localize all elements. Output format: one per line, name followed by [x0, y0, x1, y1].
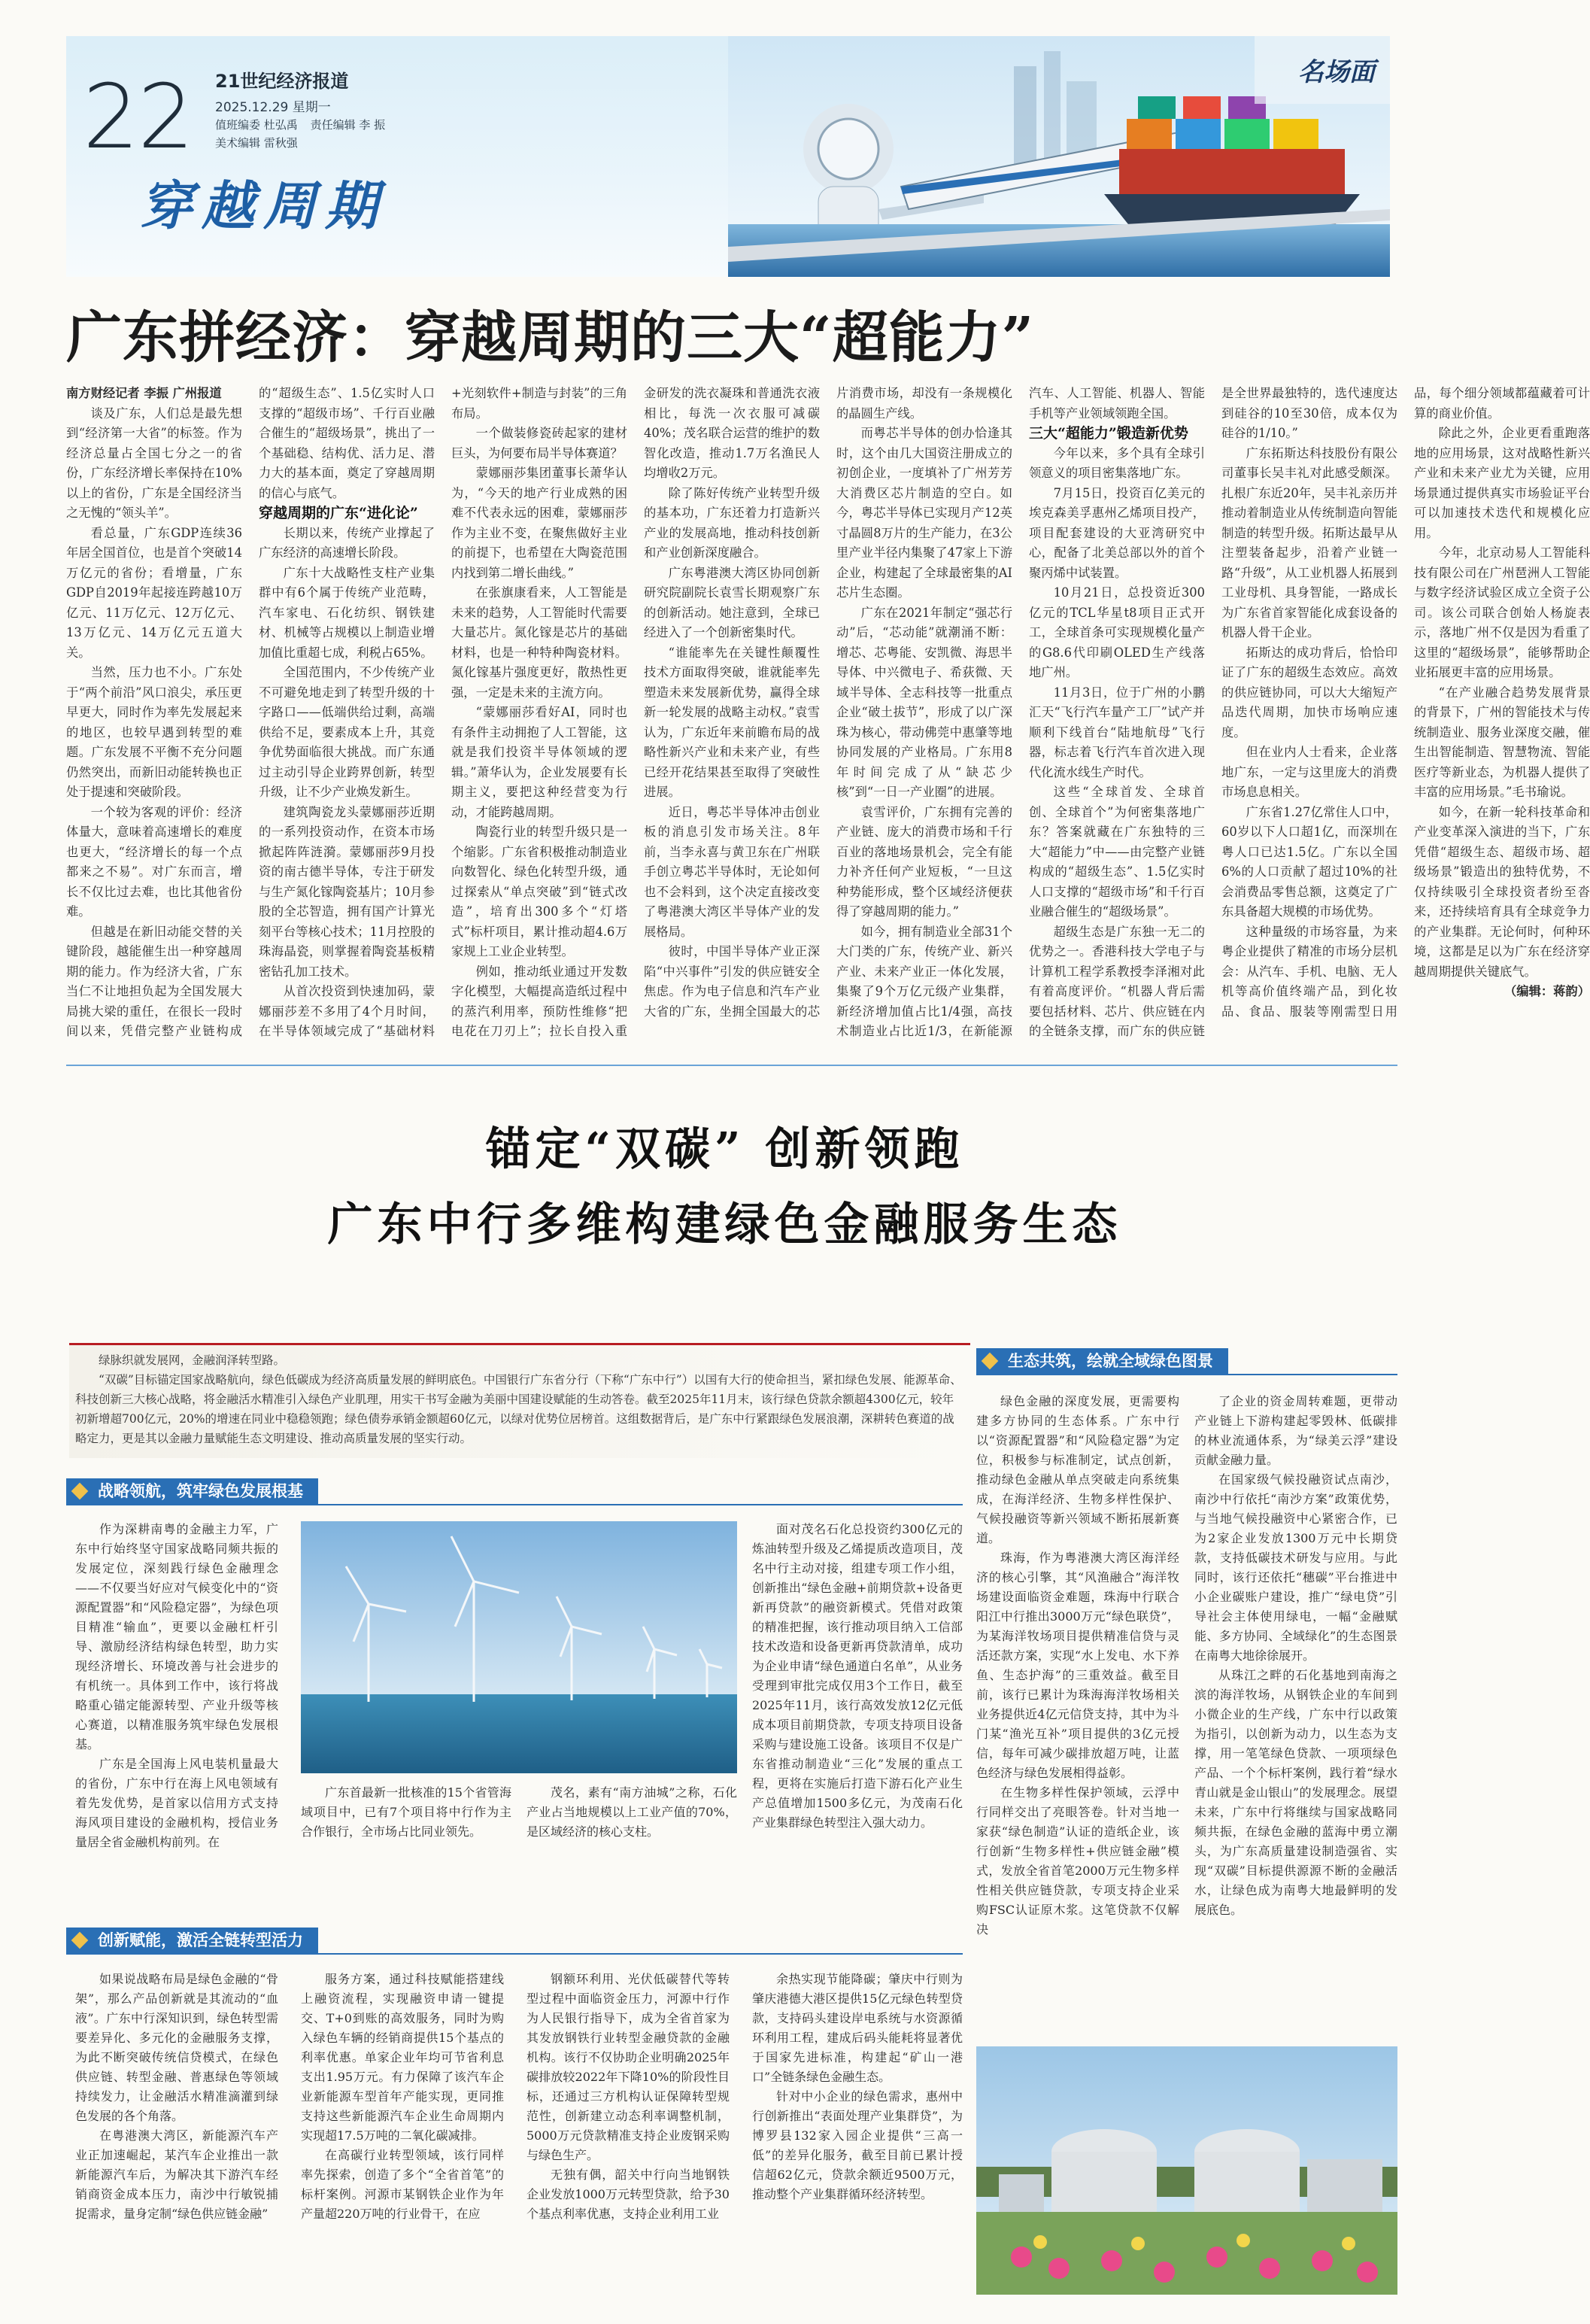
paragraph: 全国范围内，不少传统产业不可避免地走到了转型升级的十字路口——低端供给过剩，高端供给不足，要素成本上升，其竞争优势面临很大挑战。而广东通过主动引导企业跨界创新，转型升级，让不少产业焕发新生。	[259, 665, 435, 799]
header-illustration	[728, 36, 1390, 277]
paragraph: 超级生态是广东独一无二的优势之一。香港科技大学电子与计算机工程学系教授李泽湘对此有着高度评价。“机器人背后需要包括材料、芯片、供应链在内的全链条支撑，而广东的供应链是全世界最独特的，选代速度达到硅谷的10至30倍，成本仅为硅谷的1/10。”	[1029, 386, 1397, 1038]
subheading: 三大“超能力”锻造新优势	[1029, 425, 1188, 442]
section-tag-innovation: 创新赋能，激活全链转型活力	[66, 1928, 318, 1953]
paragraph: 蒙娜丽莎集团董事长萧华认为，“今天的地产行业成熟的困难不代表永远的困难，蒙娜丽莎作为主业不变，在聚焦做好主业的前提下，也希望在大陶瓷范围内找到第二增长曲线。”	[451, 466, 627, 580]
paragraph: 在国家级气候投融资试点南沙，南沙中行依托“南沙方案”政策优势，与当地气候投融资中心紧密合作，已为2家企业发放1300万元中长期贷款，支持低碳技术研发与应用。与此同时，该行还依托“穗碳”平台推进中小企业碳账户建设，推广“绿电贷”引导社会主体使用绿电，一幅“金融赋能、多方协同、全域绿化”的生态图景在南粤大地徐徐展开。	[1194, 1472, 1397, 1663]
wind-farm-photo	[301, 1521, 737, 1773]
s2-column-2	[301, 1970, 504, 2308]
s2-column-4	[752, 1970, 963, 2308]
paragraph: 长期以来，传统产业撑起了广东经济的高速增长阶段。	[259, 525, 435, 560]
section-tag-ecosystem: 生态共筑，绘就全域绿色图景	[976, 1348, 1228, 1374]
page-header	[66, 36, 1390, 277]
paragraph: 无独有偶，韶关中行向当地钢铁企业发放1000万元转型贷款，给予30个基点利率优惠，支持企业利用工业	[526, 2168, 730, 2221]
editor-credits	[215, 116, 394, 152]
paragraph: 但在业内人士看来，企业落地广东，一定与这里庞大的消费市场息息相关。	[1221, 745, 1397, 799]
paragraph: 拓斯达的成功背后，恰恰印证了广东的超级生态效应。高效的供应链协同，可以大大缩短产品迭代周期，加快市场响应速度。	[1221, 645, 1397, 740]
caption-text: 广东首最新一批核准的15个省管海域项目中，已有7个项目将中行作为主合作银行，全市场占比同业领先。	[301, 1785, 511, 1839]
paragraph: “在产业融合趋势发展背景的背景下，广州的智能技术与传统制造业、服务业深度交融，催生出智能制造、智慧物流、智能医疗等新业态，为机器人提供了丰富的应用场景。”毛书瑜说。	[1414, 685, 1590, 799]
paragraph: 如果说战略布局是绿色金融的“骨架”，那么产品创新就是其流动的“血液”。广东中行深知识到，绿色转型需要差异化、多元化的金融服务支撑，为此不断突破传统信贷模式，在绿色供应链、转型金融、普惠绿色等领域持续发力，让金融活水精准滴灌到绿色发展的各个角落。	[75, 1972, 278, 2123]
paragraph: 彼时，中国半导体产业正深陷“中兴事件”引发的供应链安全焦虑。作为电子信息和汽车产业大省的广东，坐拥全国最大的芯片消费市场，却没有一条规模化的晶圆生产线。	[644, 386, 1012, 1019]
paragraph: 除此之外，企业更看重跑落地的应用场景，这对战略性新兴产业和未来产业尤为关键，应用场景通过提供真实市场验证平台可以加速技术迭代和规模化应用。	[1414, 426, 1590, 540]
paragraph: 而粤芯半导体的创办恰逢其时，这个由几大国资注册成立的初创企业，一度填补了广州芳芳大消费区芯片制造的空白。如今，粤芯半导体已实现月产12英寸晶圆8万片的生产能力，在3公里产业半径内集聚了47家上下游企业，构建起了全球最密集的AI芯片生态圈。	[836, 426, 1012, 600]
article2-headline-line1: 锚定“双碳” 创新领跑	[485, 1123, 964, 1176]
paragraph: 在生物多样性保护领域，云浮中行同样交出了亮眼答卷。针对当地一家获“绿色制造”认证的造纸企业，该行创新“生物多样性+供应链金融”模式，发放全省首笔2000万元生物多样性相关供应链贷款，专项支持企业采购FSC认证原木浆。这笔贷款不仅解决	[976, 1785, 1179, 1937]
paragraph: 今年以来，多个具有全球引领意义的项目密集落地广东。	[1029, 445, 1205, 480]
paragraph: 谈及广东，人们总是最先想到“经济第一大省”的标签。作为经济总量占全国七分之一的省份，广东经济增长率保持在10%以上的省份，广东是全国经济当之无愧的“领头羊”。	[66, 406, 242, 520]
section-divider	[66, 1065, 1397, 1066]
s1-column-3	[752, 1520, 963, 1918]
paragraph: 广东省1.27亿常住人口中，60岁以下人口超1亿，而深圳在粤人口已达1.5亿。广东以全国6%的人口贡献了超过10%的社会消费品零售总额，这奠定了广东具备超大规模的市场优势。	[1221, 804, 1397, 919]
paragraph: 除了陈好传统产业转型升级的基本功，广东还着力打造新兴产业的发展高地，推动科技创新和产业创新深度融合。	[644, 485, 820, 560]
paragraph: 一个较为客观的评价：经济体量大，意味着高速增长的难度也更大，“经济增长的每一个点都来之不易”。对广东而言，增长不仅比过去难，也比其他省份难。	[66, 804, 242, 919]
byline: 南方财经记者 李振 广州报道	[66, 386, 222, 400]
editor-note: （编辑：蒋韵）	[1504, 984, 1590, 998]
paragraph: 广东粤港澳大湾区协同创新研究院副院长袁雪长期观察广东的创新活动。她注意到，全球已经进入了一个创新密集时代。	[644, 565, 820, 639]
section-tag-strategy: 战略领航，筑牢绿色发展根基	[66, 1478, 318, 1504]
paragraph: 广东是全国海上风电装机量最大的省份，广东中行在海上风电领域有着先发优势，是首家以信用方式支持海风项目建设的金融机构，授信业务量居全省金融机构前列。在	[75, 1757, 278, 1849]
editor-responsible: 责任编辑 李 振	[310, 118, 386, 132]
paragraph: 在张旗康看来，人工智能是未来的趋势，人工智能时代需要大量芯片。氮化镓是芯片的基础材料，也是一种特种陶瓷材料。氮化镓基片强度更好，散热性更强，一定是未来的主流方向。	[451, 585, 627, 700]
tag-underline	[66, 1953, 963, 1955]
s3-column-2	[1194, 1392, 1397, 2039]
paragraph: 如今，拥有制造业全部31个大门类的广东，传统产业、新兴产业、未来产业正一体化发展，集聚了9个万亿元级产业集群，新经济增加值占比1/4强，高技术制造业占比近1/3，在新能源汽车、人工智能、机器人、智能手机等产业领域领跑全国。	[836, 386, 1205, 1038]
article2-deck	[75, 1350, 963, 1448]
deck-paragraph: “双碳”目标锚定国家战略航向，绿色低碳成为经济高质量发展的鲜明底色。中国银行广东省分行（下称“广东中行”）以国有大行的使命担当，紧扣绿色发展、能源革命、科技创新三大核心战略，将金融活水精准引入绿色产业肌理，用实干书写金融为美丽中国建设赋能的生动答卷。截至2025年11月末，该行绿色贷款余额超4300亿元，较年初新增超700亿元，20%的增速在同业中稳稳领跑；绿色债券承销金额超60亿元，以绿对优势位居榜首。这组数据背后，是广东中行紧跟绿色发展浪潮，深耕转色赛道的战略定力，更是其以金融力量赋能生态文明建设、推动高质量发展的坚实行动。	[75, 1373, 962, 1445]
section-title: 穿越周期	[140, 175, 387, 237]
paragraph: 余热实现节能降碳；肇庆中行则为肇庆港德大港区提供15亿元绿色转型贷款，支持码头建设岸电系统与水资源循环利用工程，建成后码头能耗将显著优于国家先进标准，构建起“矿山一港口”全链条绿色金融生态。	[752, 1972, 963, 2084]
deck-paragraph: 绿脉织就发展网，金融润泽转型路。	[99, 1353, 286, 1367]
paragraph: 袁雪评价，广东拥有完善的产业链、庞大的消费市场和千行百业的落地场景机会，完全有能力补齐任何产业短板，“一旦这种势能形成，整个区域经济便获得了穿越周期的能力。”	[836, 804, 1012, 919]
subheading: 穿越周期的广东“进化论”	[259, 505, 418, 521]
paragraph: 服务方案，通过科技赋能搭建线上融资流程，实现融资申请一键提交、T+0到账的高效服务，同时为购入绿色车辆的经销商提供15个基点的利率优惠。单家企业年均可节省利息支出1.95万元。有力保障了该汽车企业新能源车型首年产能实现，更同推支持这些新能源汽车企业生命周期内实现超17.5万吨的二氧化碳减排。	[301, 1972, 504, 2143]
paragraph: 这种量级的市场容量，为来粤企业提供了精准的市场分层机会：从汽车、手机、电脑、无人机等高价值终端产品，到化妆品、食品、服装等刚需型日用品，每个细分领域都蕴藏着可计算的商业价值。	[1221, 386, 1590, 1019]
paragraph: 面对茂名石化总投资约300亿元的炼油转型升级及乙烯提质改造项目，茂名中行主动对接，组建专项工作小组，创新推出“绿色金融+前期贷款+设备更新再贷款”的融资新模式。凭借对政策的精准把握，该行推动项目纳入工信部技术改造和设备更新再贷款清单，成功为企业申请“绿色通道白名单”，从业务受理到审批完成仅用3个工作日，截至2025年11月，该行高效发放12亿元低成本项目前期贷款，专项支持项目设备采购与建设施工设备。该项目不仅是广东省推动制造业“三化”发展的重点工程，更将在实施后打造下游石化产业生产总值增加1500多亿元，为茂南石化产业集群绿色转型注入强大动力。	[752, 1522, 963, 1830]
paragraph: 广东在2021年制定“强芯行动”后，“芯动能”就潮涌不断：增芯、芯粤能、安凯微、海思半导体、中兴微电子、希荻微、天域半导体、全志科技等一批重点企业“破土拔节”，形成了以广深珠为核心，带动佛莞中惠肇等地协同发展的产业格局。广东用8年时间完成了从“缺芯少核”到“一日一产业圈”的进展。	[836, 605, 1012, 799]
article1-body	[66, 384, 1590, 1053]
power-plant-photo	[976, 2046, 1397, 2295]
paragraph: 广东拓斯达科技股份有限公司董事长吴丰礼对此感受颇深。扎根广东近20年，吴丰礼亲历并推动着制造业从传统制造向智能制造的转型升级。拓斯达最早从注塑装备起步，沿着产业链一路“升级”，从工业机器人拓展到工业母机、具身智能，一路成长为广东省首家智能化成套设备的机器人骨干企业。	[1221, 445, 1397, 639]
paragraph: 但越是在新旧动能交替的关键阶段，越能催生出一种穿越周期的能力。作为经济大省，广东当仁不让地担负起为全国发展大局挑大梁的重任，在很长一段时间以来，凭借完整产业链构成的“超级生态”、1.5亿实时人口支撑的“超级市场”、千行百业融合催生的“超级场景”，挑出了一个基础稳、结构优、活力足、潜力大的基本面，奠定了穿越周期的信心与底气。	[66, 386, 435, 1038]
paragraph: 绿色金融的深度发展，更需要构建多方协同的生态体系。广东中行以“资源配置器”和“风险稳定器”为定位，积极参与标准制定，试点创新，推动绿色金融从单点突破走向系统集成，在海洋经济、生物多样性保护、气候投融资等新兴领域不断拓展新赛道。	[976, 1394, 1179, 1545]
paragraph: 看总量，广东GDP连续36年居全国首位，也是首个突破14万亿元的省份；看增量，广东GDP自2019年起接连跨越10万亿元、11万亿元、12万亿元、13万亿元、14万亿元五道大关。	[66, 525, 242, 660]
s1-column-2	[526, 1783, 737, 1918]
paragraph: 7月15日，投资百亿美元的埃克森美孚惠州乙烯项目投产，项目配套建设的大亚湾研究中心，配备了北美总部以外的首个聚丙烯中试装置。	[1029, 485, 1205, 580]
paragraph: 今年，北京动易人工智能科技有限公司在广州琶洲人工智能与数字经济试验区成立全资子公司。该公司联合创始人杨旋表示，落地广州不仅是因为看重了这里的“超级场景”，能够帮助企业拓展更丰富的应用场景。	[1414, 545, 1590, 679]
paragraph: 当然，压力也不小。广东处于“两个前沿”风口浪尖，承压更早更大，同时作为率先发展起来的地区，也较早遇到转型的难题。广东发展不平衡不充分问题仍然突出，而新旧动能转换也正处于提速和突破阶段。	[66, 665, 242, 799]
tag-underline	[976, 1374, 1397, 1375]
paragraph: 广东十大战略性支柱产业集群中有6个属于传统产业范畴，汽车家电、石化纺织、钢铁建材、机械等占规模以上制造业增加值比重超七成，利税占65%。	[259, 565, 435, 660]
editor-duty: 值班编委 杜弘禹	[215, 118, 298, 132]
s1-column-1	[75, 1520, 278, 1918]
brand-logo: 名场面	[1298, 57, 1375, 87]
paragraph: 珠海，作为粤港澳大湾区海洋经济的核心引擎，其“风渔融合”海洋牧场建设面临资金难题，珠海中行联合阳江中行推出3000万元“绿色联贷”，为某海洋牧场项目提供精准信贷与灵活还款方案，实现“水上发电、水下养鱼、生态护海”的三重效益。截至目前，该行已累计为珠海海洋牧场相关业务提供近4亿元信贷支持，其中为斗门某“渔光互补”项目提供的3亿元授信，每年可减少碳排放超万吨，让蓝色经济与绿色发展相得益彰。	[976, 1551, 1179, 1780]
main-headline: 广东拼经济：穿越周期的三大“超能力”	[66, 305, 1035, 370]
tag-underline	[66, 1504, 963, 1505]
paragraph: 了企业的资金周转难题，更带动产业链上下游构建起零毁林、低碳排的林业流通体系，为“绿美云浮”建设贡献金融力量。	[1194, 1394, 1397, 1467]
page-number: 22	[83, 65, 193, 169]
paragraph: 钢额环利用、光伏低碳替代等转型过程中面临资金压力，河源中行作为人民银行指导下，成为全省首家为其发放钢铁行业转型金融贷款的金融机构。该行不仅协助企业明确2025年碳排放较2022年下降10%的阶段性目标，还通过三方机构认证保障转型规范性，创新建立动态利率调整机制，5000万元贷款精准支持企业废钢采购与绿色生产。	[526, 1972, 730, 2162]
paragraph: 针对中小企业的绿色需求，惠州中行创新推出“表面处理产业集群贷”，为博罗县132家入园企业提供“三高一低”的差异化服务，截至目前已累计授信超62亿元，贷款余额近9500万元，推动整个产业集群循环经济转型。	[752, 2089, 963, 2201]
paragraph: 如今，在新一轮科技革命和产业变革深入演进的当下，广东凭借“超级生态、超级市场、超级场景”锻造出的独特优势，不仅持续吸引全球投资者纷至沓来，还持续培育具有全球竞争力的产业集群。无论何时，何种环境，这都是足以为广东在经济穿越周期提供关键底气。	[1414, 804, 1590, 979]
paragraph: 例如，推动纸业通过开发数字化模型，大幅提高造纸过程中的蒸汽利用率，预防性维修“把电花在刀刃上”；拉长自投入重金研发的洗衣凝珠和普通洗衣液相比，每洗一次衣服可减碳40%；茂名联合运营的维护的数智化改造，推动1.7万名渔民人均增收2万元。	[451, 386, 820, 1038]
s2-column-3	[526, 1970, 730, 2308]
paragraph: 近日，粤芯半导体冲击创业板的消息引发市场关注。8年前，当李永喜与黄卫东在广州联手创立粤芯半导体时，无论如何也不会料到，这个决定直接改变了粤港澳大湾区半导体产业的发展格局。	[644, 804, 820, 939]
paragraph: 茂名，素有“南方油城”之称，石化产业占当地规模以上工业产值的70%，是区域经济的核心支柱。	[526, 1785, 737, 1839]
paragraph: 从首次投资到快速加码，蒙娜丽莎差不多用了4个月时间，在半导体领域完成了“基础材料+光刻软件+制造与封装”的三角布局。	[259, 386, 627, 1038]
publication-date: 2025.12.29 星期一	[215, 100, 331, 115]
s2-column-1	[75, 1970, 278, 2308]
paragraph: 在高碳行业转型领域，该行同样率先探索，创造了多个“全省首笔”的标杆案例。河源市某钢铁企业作为年产量超220万吨的行业骨干，在应	[301, 2148, 504, 2221]
paragraph: 建筑陶瓷龙头蒙娜丽莎近期的一系列投资动作，在资本市场掀起阵阵涟漪。蒙娜丽莎9月投资的南古德半导体，专注于研发与生产氮化镓陶瓷基片；10月参股的全芯智造，拥有国产计算光刻平台等核心技术；11月控股的珠海晶瓷，则掌握着陶瓷基板精密钻孔加工技术。	[259, 804, 435, 979]
photo-caption	[301, 1783, 511, 1918]
paragraph: 从珠江之畔的石化基地到南海之滨的海洋牧场，从钢铁企业的车间到小微企业的生产线，广东中行以政策为指引，以创新为动力，以生态为支撑，用一笔笔绿色贷款、一项项绿色产品、一个个标杆案例，践行着“绿水青山就是金山银山”的发展理念。展望未来，广东中行将继续与国家战略同频共振，在绿色金融的蓝海中勇立潮头，为广东高质量建设制造强省、实现“双碳”目标提供源源不断的金融活水，让绿色成为南粤大地最鲜明的发展底色。	[1194, 1668, 1397, 1917]
paragraph: 10月21日，总投资近300亿元的TCL华星t8项目正式开工，全球首条可实现规模化量产的G8.6代印刷OLED生产线落地广州。	[1029, 585, 1205, 679]
paragraph: 这些“全球首发、全球首创、全球首个”为何密集落地广东？答案就藏在广东独特的三大“超能力”中——由完整产业链构成的“超级生态”、1.5亿实时人口支撑的“超级市场”和千行百业融合催生的“超级场景”。	[1029, 785, 1205, 919]
paragraph: 11月3日，位于广州的小鹏汇天“飞行汽车量产工厂”试产并顺利下线首台“陆地航母”飞行器，标志着飞行汽车首次进入现代化流水线生产时代。	[1029, 685, 1205, 779]
paragraph: “蒙娜丽莎看好AI，同时也有条件主动拥抱了人工智能，这就是我们投资半导体领域的逻辑。”萧华认为，企业发展要有长期主义，要把这种经营变为行动，才能跨越周期。	[451, 705, 627, 819]
paragraph: “谁能率先在关键性颠覆性技术方面取得突破，谁就能率先塑造未来发展新优势，赢得全球新一轮发展的战略主动权。”袁雪认为，广东近年来前瞻布局的战略性新兴产业和未来产业，有些已经开花结果甚至取得了突破性进展。	[644, 645, 820, 799]
editor-art: 美术编辑 雷秋强	[215, 136, 298, 150]
paragraph: 作为深耕南粤的金融主力军，广东中行始终坚守国家战略同频共振的发展定位，深刻践行绿色金融理念——不仅要当好应对气候变化中的“资源配置器”和“风险稳定器”，为绿色项目精准“输血”，更要以金融杠杆引导、激励经济结构绿色转型，助力实现经济增长、环境改善与社会进步的有机统一。具体到工作中，该行将战略重心锚定能源转型、产业升级等核心赛道，以精准服务筑牢绿色发展根基。	[75, 1522, 278, 1751]
paragraph: 在粤港澳大湾区，新能源汽车产业正加速崛起，某汽车企业推出一款新能源汽车后，为解决其下游汽车经销商资金成本压力，南沙中行敏锐捕捉需求，量身定制“绿色供应链金融”	[75, 2128, 278, 2221]
paragraph: 陶瓷行业的转型升级只是一个缩影。广东省积极推动制造业向数智化、绿色化转型升级，通过探索从“单点突破”到“链式改造”，培育出300多个“灯塔式”标杆项目，累计推动超4.6万家规上工业企业转型。	[451, 825, 627, 958]
paragraph: 一个做装修瓷砖起家的建材巨头，为何要布局半导体赛道？	[451, 426, 627, 460]
publication-name: 21世纪经济报道	[215, 71, 349, 92]
article2-headline-line2: 广东中行多维构建绿色金融服务生态	[327, 1198, 1122, 1251]
